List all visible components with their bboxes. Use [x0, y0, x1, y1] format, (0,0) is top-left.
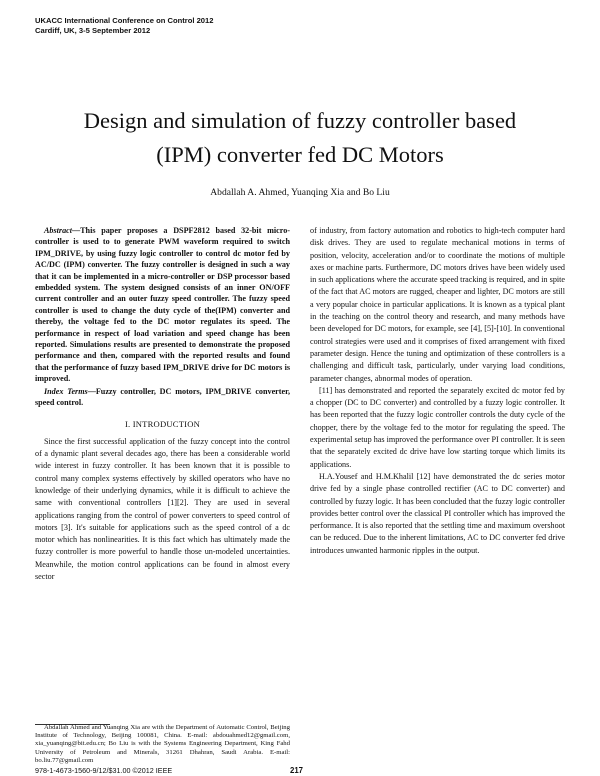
copyright-footer: 978-1-4673-1560-9/12/$31.00 ©2012 IEEE: [35, 766, 173, 775]
author-footnote: Abdallah Ahmed and Yuanqing Xia are with the Department of Automatic Control, Beijing Institute of Technology, Beijing 100081, China. E-mail: abdouahmed12@gmail.com, xia_yuanqing@bit.edu.cn; Bo Liu is with the Systems Engineering Department, King Fahd University of Petroleum and Minerals, 31261 Dhahran, Saudi Arabia. E-mail: bo.liu.77@gmail.com: [35, 724, 290, 764]
intro-paragraph-1: Since the first successful application of the fuzzy concept into the control of a dynamic plant several decades ago, there has been a considerable world wide interest in fuzzy controller. It has been known that it is possible to control many complex systems effectively by skilled operators who have no knowledge of their underlying dynamics, while it is difficult to achieve the same with conventional controllers [1][2]. They are used in several applications ranging from the control of power converters to speed control of motors [3]. It's suitable for applications such as the speed control of a dc motor which has nonlinearities. It is this fact which has ultimately made the fuzzy controller is more powerful to handle those un-modeled uncertainties. Meanwhile, the motion control applications can be found in almost every sector: [35, 436, 290, 582]
title-line-1: Design and simulation of fuzzy controller based: [83, 108, 517, 133]
conference-name: UKACC International Conference on Control 2012: [35, 16, 214, 25]
page-number: 217: [290, 766, 304, 775]
intro-paragraph-1-continued: of industry, from factory automation and robotics to high-tech computer hard disk drives. They are used to regulate mechanical motions in terms of position, velocity, acceleration and/or to coordinate the motions of multiple axes or machine parts. Furthermore, DC motors drives have been widely used in such applications where the accurate speed tracking is required, and in spite of the fact that AC motors are rugged, cheaper and lighter, DC motors are still a very popular choice in particular applications. It is known as a typical plant in the teaching on the control theory and research, and many methods have been developed for DC motors, for example, see [4], [5]-[10]. In conventional control strategies were used and it comprises of fixed arrangement with fixed parameter design. Hence the tuning and optimization of these controllers is a challenging and difficult task, particularly, under varying load conditions, parameter changes, abnormal modes of operation.: [310, 226, 565, 383]
index-terms-label: Index Terms: [44, 386, 88, 396]
section-heading-introduction: I. INTRODUCTION: [124, 418, 201, 429]
title-line-2: (IPM) converter fed DC Motors: [156, 142, 444, 167]
abstract-label: Abstract: [44, 226, 72, 235]
right-column: [310, 225, 565, 557]
paper-title: [0, 104, 600, 172]
intro-paragraph-3: H.A.Yousef and H.M.Khalil [12] have demonstrated the dc series motor drive fed by a single phase controlled rectifier (AC to DC converter) and controlled by fuzzy logic. It has been concluded that the fuzzy logic controller provides better control over the classical PI controller which has improved the performance. It is also reported that the settling time and maximum overshoot can be reduced. Due to the inherent limitations, AC to DC converter fed drive introduces unwanted harmonic ripples in the output.: [310, 471, 565, 555]
index-terms: [35, 386, 290, 409]
abstract-text: —This paper proposes a DSPF2812 based 32-bit micro-controller is used to to generate PWM waveform required to switch IPM_DRIVE, by using fuzzy logic controller to control dc motor fed by AC/DC (IPM) converter. The fuzzy controller is designed in such a way that it can be implemented in a micro-controller or DSP processor based embedded system. The system designed consists of an inner ON/OFF current controller and an outer fuzzy speed controller. The fuzzy speed controller is used to change the duty cycle of the(IPM) converter and thereby, the voltage fed to the DC motor regulates its speed. The performance in respect of load variation and speed change has been reported. Simulations results are presented to demonstrate the proposed performance and then, compared with the reported results and found that the performance of fuzzy based IPM_DRIVE drive for DC motors is improved.: [35, 226, 290, 384]
abstract: [35, 225, 290, 385]
authors: Abdallah A. Ahmed, Yuanqing Xia and Bo Liu: [210, 187, 390, 198]
conference-location-date: Cardiff, UK, 3-5 September 2012: [35, 25, 151, 35]
conference-header: [35, 16, 213, 35]
left-column: [35, 225, 290, 583]
intro-paragraph-2: [11] has demonstrated and reported the separately excited dc motor fed by a chopper (DC to DC converter) and controlled by a fuzzy logic controller. It has been reported that the fuzzy logic controller controls the duty cycle of the chopper, there by the voltage fed to the motor for regulating the speed. The experimental setup has improved the performance over PI controller. It is seen that the separately excited dc drive have low starting torque which limits its applications.: [310, 385, 565, 469]
index-terms-text: —Fuzzy controller, DC motors, IPM_DRIVE converter, speed control.: [35, 386, 290, 408]
